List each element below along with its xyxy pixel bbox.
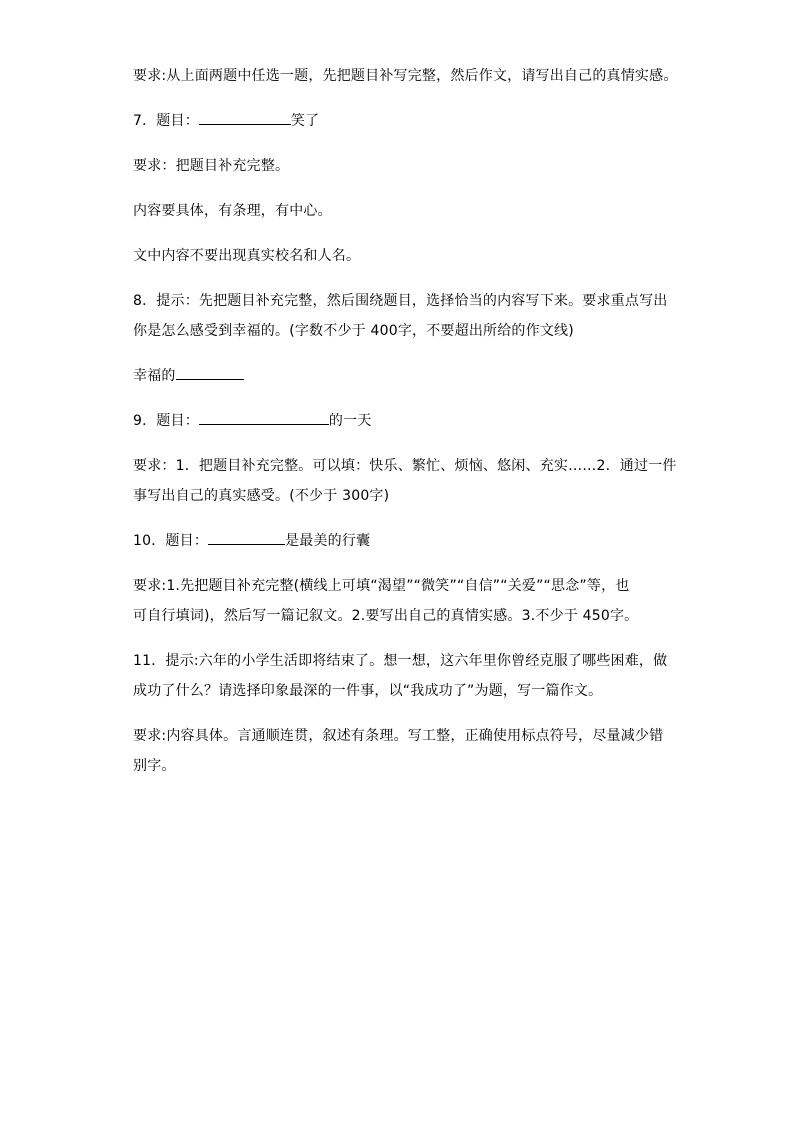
requirement-text: 事写出自己的真实感受。(不少于 300字): [133, 488, 390, 504]
requirement-text: 要求:从上面两题中任选一题，先把题目补写完整，然后作文，请写出自己的真情实感。: [133, 68, 678, 84]
text-line: [133, 246, 673, 266]
prompt-text: 你是怎么感受到幸福的。(字数不少于 400字，不要超出所给的作文线): [133, 323, 574, 339]
question-label: 9．题目：: [133, 413, 199, 429]
question-8-title: [133, 366, 673, 386]
text-line: [133, 66, 678, 86]
requirement-text: 要求:1.先把题目补充完整(横线上可填“渴望”“微笑”“自信”“关爱”“思念”等，也: [133, 578, 630, 594]
fill-blank: [176, 366, 244, 380]
requirement-text: 可自行填词)，然后写一篇记叙文。2.要写出自己的真情实感。3.不少于 450字。: [133, 608, 639, 624]
text-line: [133, 756, 673, 776]
text-line: [133, 726, 673, 746]
text-line: [133, 201, 673, 221]
text-line: [133, 576, 673, 596]
question-10-title: [133, 531, 673, 551]
prompt-text: 11．提示:六年的小学生活即将结束了。想一想，这六年里你曾经克服了哪些困难，做: [133, 653, 668, 669]
prompt-text: 8．提示：先把题目补充完整，然后围绕题目，选择恰当的内容写下来。要求重点写出: [133, 293, 668, 309]
title-suffix: 是最美的行囊: [285, 533, 371, 549]
fill-blank: [199, 411, 329, 425]
fill-blank: [199, 111, 291, 125]
title-suffix: 笑了: [290, 113, 320, 129]
text-line: [133, 486, 673, 506]
text-line: [133, 651, 673, 671]
title-suffix: 的一天: [328, 413, 372, 429]
fill-blank: [208, 531, 285, 545]
requirement-text: 文中内容不要出现真实校名和人名。: [133, 248, 361, 264]
requirement-text: 内容要具体，有条理，有中心。: [133, 203, 332, 219]
question-label: 10．题目：: [133, 533, 209, 549]
prompt-text: 成功了什么？请选择印象最深的一件事，以“我成功了”为题，写一篇作文。: [133, 683, 603, 699]
text-line: [133, 321, 673, 341]
question-label: 7．题目：: [133, 113, 199, 129]
text-line: [133, 291, 673, 311]
text-line: [133, 156, 673, 176]
question-9-title: [133, 411, 673, 431]
question-7-title: [133, 111, 673, 131]
text-line: [133, 456, 677, 476]
text-line: [133, 681, 673, 701]
text-line: [133, 606, 673, 626]
requirement-text: 要求：1．把题目补充完整。可以填：快乐、繁忙、烦恼、悠闲、充实……2．通过一件: [133, 458, 677, 474]
requirement-text: 要求：把题目补充完整。: [133, 158, 290, 174]
title-prefix: 幸福的: [133, 368, 176, 384]
requirement-text: 要求:内容具体。言通顺连贯，叙述有条理。写工整，正确使用标点符号，尽量减少错: [133, 728, 664, 744]
requirement-text: 别字。: [133, 758, 176, 774]
